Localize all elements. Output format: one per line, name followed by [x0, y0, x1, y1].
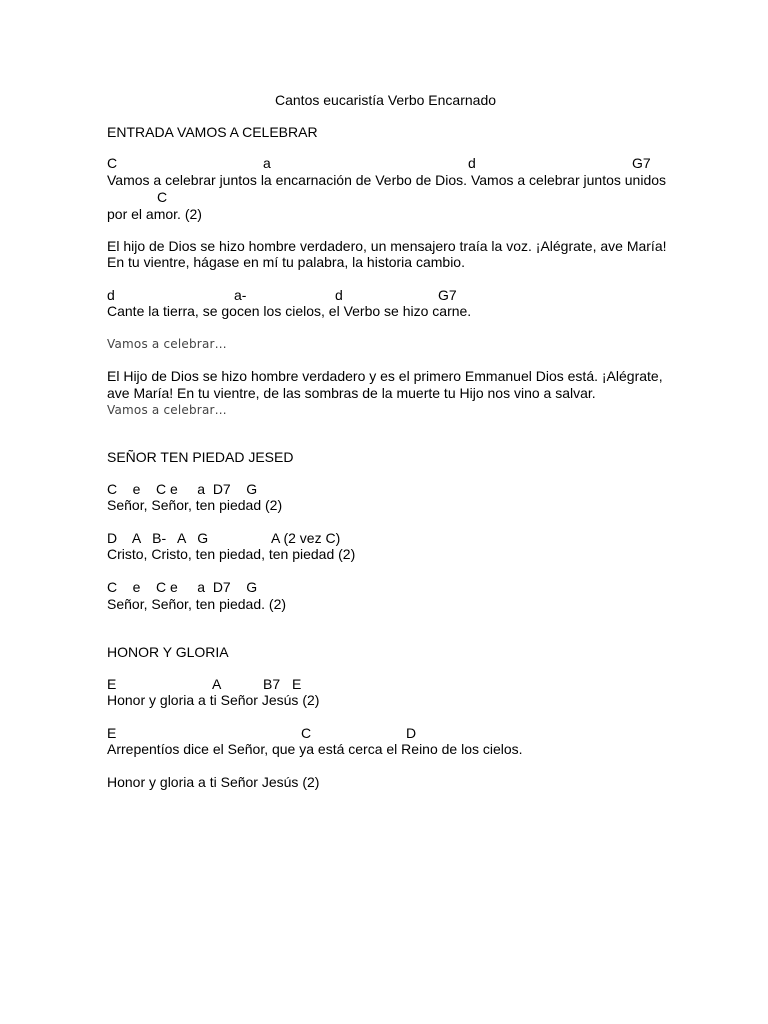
section-heading-honor-y-gloria: HONOR Y GLORIA	[107, 644, 229, 660]
lyric-line: Señor, Señor, ten piedad (2)	[107, 497, 283, 513]
chord: a-	[234, 287, 247, 303]
chord: C	[301, 725, 312, 741]
chord: G7	[632, 155, 651, 171]
lyric-line: por el amor. (2)	[107, 206, 202, 222]
lyric-line: Arrepentíos dice el Señor, que ya está cerca el Reino de los cielos.	[107, 741, 523, 757]
chord: E	[107, 676, 117, 692]
chord: C	[157, 189, 168, 205]
lyric-line: Cante la tierra, se gocen los cielos, el Verbo se hizo carne.	[107, 303, 472, 319]
lyric-line: ave María! En tu vientre, de las sombras de la muerte tu Hijo nos vino a salvar.	[107, 385, 596, 401]
lyric-line: En tu vientre, hágase en mí tu palabra, la historia cambio.	[107, 254, 465, 270]
chord: B7	[263, 676, 281, 692]
lyric-line: Honor y gloria a ti Señor Jesús (2)	[107, 774, 320, 790]
chord: a	[263, 155, 271, 171]
lyric-line: Vamos a celebrar juntos la encarnación de Verbo de Dios. Vamos a celebrar juntos unidos	[107, 172, 667, 188]
lyric-line: Cristo, Cristo, ten piedad, ten piedad (2)	[107, 546, 356, 562]
lyric-line: Honor y gloria a ti Señor Jesús (2)	[107, 692, 320, 708]
refrain-reference: Vamos a celebrar…	[107, 403, 227, 417]
chord-line: C e C e a D7 G	[107, 481, 258, 497]
chord: A	[212, 676, 222, 692]
chord-line: D A B- A G	[107, 530, 209, 546]
chord: d	[335, 287, 343, 303]
chord: d	[107, 287, 115, 303]
chord-line: C e C e a D7 G	[107, 579, 258, 595]
lyric-line: El hijo de Dios se hizo hombre verdadero, un mensajero traía la voz. ¡Alégrate, ave María!	[107, 238, 667, 254]
chord-line-note: A (2 vez C)	[271, 530, 341, 546]
lyric-line: Señor, Señor, ten piedad. (2)	[107, 596, 287, 612]
section-heading-senor-ten-piedad: SEÑOR TEN PIEDAD JESED	[107, 449, 294, 465]
section-heading-entrada: ENTRADA VAMOS A CELEBRAR	[107, 124, 318, 140]
chord: C	[107, 155, 118, 171]
lyric-line: El Hijo de Dios se hizo hombre verdadero y es el primero Emmanuel Dios está. ¡Alégrate,	[107, 368, 663, 384]
chord: d	[468, 155, 476, 171]
chord: G7	[438, 287, 457, 303]
chord: E	[107, 725, 117, 741]
chord: D	[406, 725, 417, 741]
page-title: Cantos eucaristía Verbo Encarnado	[275, 92, 497, 108]
refrain-reference: Vamos a celebrar…	[107, 337, 227, 351]
chord: E	[292, 676, 302, 692]
